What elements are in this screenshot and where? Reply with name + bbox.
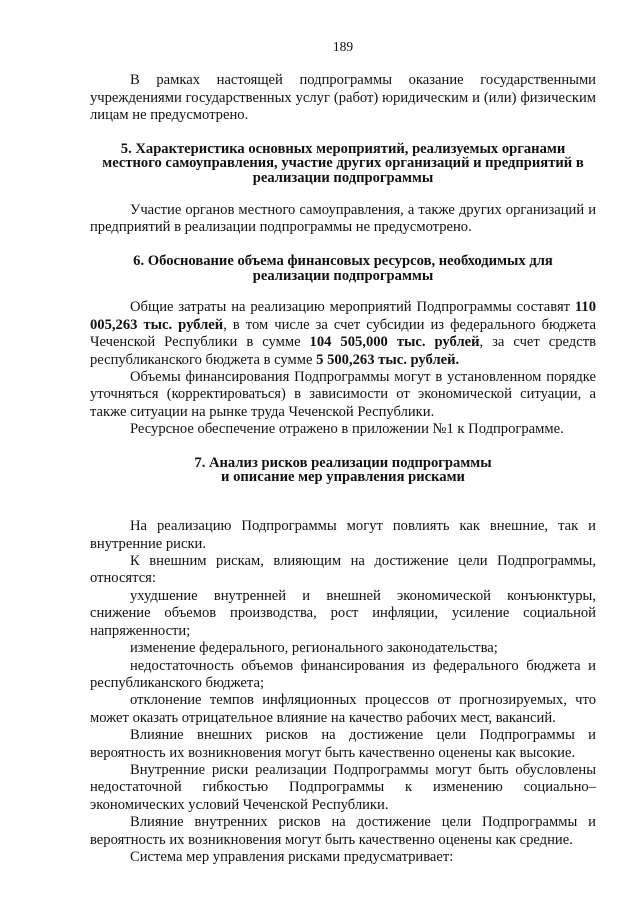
total-amount: 110 005,263 тыс. рублей bbox=[90, 299, 596, 333]
section-6-costs-paragraph bbox=[90, 299, 596, 369]
section-6-heading-line: реализации подпрограммы bbox=[252, 267, 434, 284]
section-5-heading-line: местного самоуправления, участие других организаций и предприятий в bbox=[102, 155, 584, 172]
section-7-paragraph: отклонение темпов инфляционных процессов от прогнозируемых, что может оказать отрицательное влияние на качество рабочих мест, вакансий. bbox=[90, 692, 596, 726]
section-7-paragraph: Влияние внутренних рисков на достижение цели Подпрограммы и вероятность их возникновения могут быть качественно оценены как средние. bbox=[90, 814, 596, 848]
section-6-paragraph: Объемы финансирования Подпрограммы могут в установленном порядке уточняться (корректироваться) в зависимости от экономической ситуации, а также ситуации на рынке труда Чеченской Республики. bbox=[90, 369, 596, 420]
section-7-paragraph: недостаточность объемов финансирования из федерального бюджета и республиканского бюджета; bbox=[90, 657, 596, 691]
section-6-heading-line: 6. Обоснование объема финансовых ресурсов, необходимых для bbox=[133, 252, 553, 269]
section-5-heading bbox=[90, 142, 596, 186]
section-7-heading-line: и описание мер управления рисками bbox=[221, 469, 465, 486]
section-7-paragraph: Система мер управления рисками предусматривает: bbox=[130, 848, 454, 865]
costs-text: , за счет средств республиканского бюджета в сумме bbox=[90, 334, 596, 368]
section-7-heading bbox=[90, 456, 596, 486]
costs-text: , в том числе за счет субсидии из федерального бюджета Чеченской Республики в сумме bbox=[90, 316, 597, 351]
section-5-paragraph: Участие органов местного самоуправления, а также других организаций и предприятий в реализации подпрограммы не предусмотрено. bbox=[90, 202, 596, 236]
intro-paragraph: В рамках настоящей подпрограммы оказание государственными учреждениями государственных услуг (работ) юридическим и (или) физическим лицам не предусмотрено. bbox=[90, 72, 596, 124]
section-7-paragraph: Влияние внешних рисков на достижение цели Подпрограммы и вероятность их возникновения могут быть качественно оценены как высокие. bbox=[90, 727, 596, 761]
section-7-paragraph: ухудшение внутренней и внешней экономической конъюнктуры, снижение объемов производства, рост инфляции, усиление социальной напряженности; bbox=[90, 587, 596, 639]
spacer bbox=[90, 501, 596, 518]
section-7-heading-line: 7. Анализ рисков реализации подпрограммы bbox=[194, 454, 492, 471]
costs-text: Общие затраты на реализацию мероприятий Подпрограммы составят bbox=[130, 299, 575, 316]
republic-amount: 5 500,263 тыс. рублей. bbox=[316, 351, 460, 368]
section-7-paragraph: изменение федерального, регионального законодательства; bbox=[130, 640, 498, 657]
page-number: 189 bbox=[332, 39, 354, 54]
section-7-paragraph: Внутренние риски реализации Подпрограммы могут быть обусловлены недостаточной гибкостью Подпрограммы к изменению социально–экономических условий Чеченской Республики. bbox=[90, 761, 596, 813]
section-5-heading-line: 5. Характеристика основных мероприятий, реализуемых органами bbox=[120, 140, 566, 157]
section-6-heading bbox=[90, 254, 596, 284]
section-5-heading-line: реализации подпрограммы bbox=[252, 170, 434, 187]
section-7-paragraph: К внешним рискам, влияющим на достижение цели Подпрограммы, относятся: bbox=[90, 553, 596, 587]
section-7-paragraph: На реализацию Подпрограммы могут повлиять как внешние, так и внутренние риски. bbox=[90, 518, 596, 552]
section-6-paragraph: Ресурсное обеспечение отражено в приложении №1 к Подпрограмме. bbox=[130, 421, 564, 438]
federal-amount: 104 505,000 тыс. рублей bbox=[309, 334, 480, 351]
